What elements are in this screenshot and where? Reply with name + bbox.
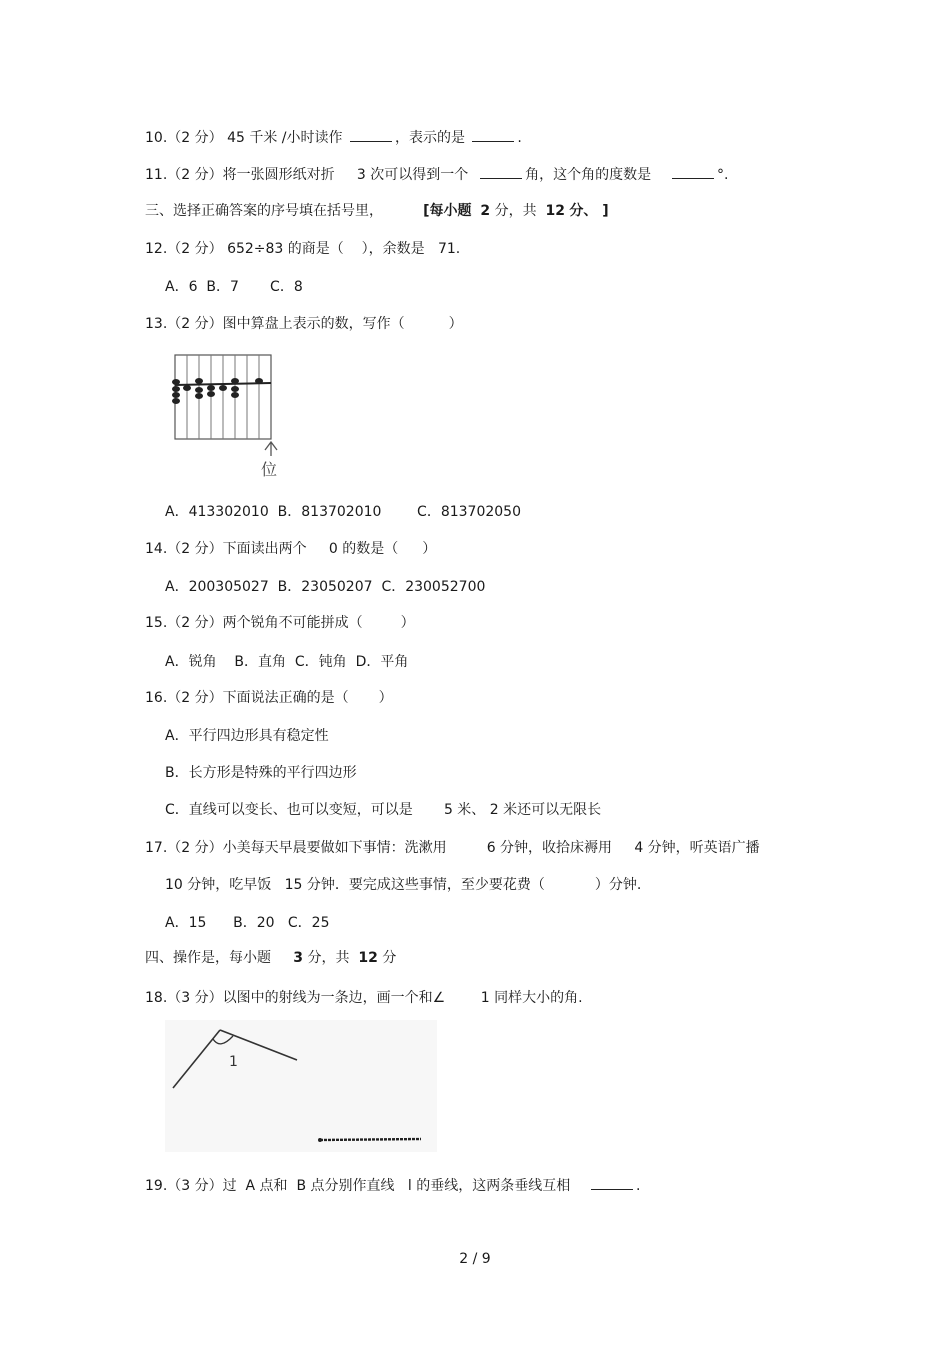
q14-option-b[interactable]: B．23050207 [277,579,373,595]
sec3-n2: 12 [545,203,565,219]
q14-option-a[interactable]: A．200305027 [165,579,269,595]
sec4-b: 分，共 [307,950,350,966]
question-19 [145,1177,641,1195]
q14-text: 14.（2 分）下面读出两个 [145,541,307,557]
q17-l2c: ）分钟. [594,877,642,893]
question-12: 12.（2 分） 652÷83 的商是（ ），余数是 71. [145,241,461,257]
section-3-heading [145,202,609,220]
question-11 [145,166,728,184]
q14-options [165,578,485,596]
sec4-n1: 3 [293,950,304,966]
q17-l2a: 10 分钟，吃早饭 [165,877,272,893]
sec4-a: 四、操作是，每小题 [145,950,271,966]
q19-a: 19.（3 分）过 [145,1178,237,1194]
q13-option-b[interactable]: B．813702010 [277,504,382,520]
question-15 [145,614,415,632]
sec3-mid: 分，共 [494,203,537,219]
q10-text: 10.（2 分） 45 千米 /小时读作 [145,130,343,146]
sec3-bracket: [每小题 [423,203,472,219]
question-16 [145,689,393,707]
q11-blank-1[interactable] [480,166,522,179]
q13-close: ） [448,316,463,332]
question-17-line-2 [165,876,641,894]
q14-option-c[interactable]: C．230052700 [381,579,486,595]
q17-options [165,914,329,932]
q13-options [165,503,521,521]
q16-c-part1: C．直线可以变长、也可以变短，可以是 [165,802,413,818]
q19-end: . [636,1178,641,1194]
sec4-n2: 12 [358,950,378,966]
q17-l2b: 15 分钟．要完成这些事情，至少要花费（ [284,877,545,893]
q11-text: 11.（2 分）将一张圆形纸对折 [145,167,335,183]
q19-blank[interactable] [591,1177,633,1190]
q10-blank-1[interactable] [350,129,392,142]
q16-text: 16.（2 分）下面说法正确的是（ [145,690,349,706]
abacus-figure [168,352,283,480]
question-10 [145,129,522,147]
q15-option-b[interactable]: B．直角 [234,654,286,670]
q15-option-c[interactable]: C．钝角 [294,654,347,670]
q19-d: l 的垂线，这两条垂线互相 [407,1178,571,1194]
sec4-c: 分 [382,950,397,966]
q15-options [165,653,408,671]
q15-close: ） [400,615,415,631]
question-18 [145,989,583,1007]
q11-a: 3 次可以得到一个 [356,167,469,183]
q12-options: A．6 B．7 C．8 [165,279,303,295]
sec3-n1: 2 [480,203,491,219]
angle-figure [165,1020,437,1152]
q16-option-b[interactable]: B．长方形是特殊的平行四边形 [165,765,357,781]
q17-l1b: 6 分钟，收拾床褥用 [486,840,613,856]
page-number: 2 / 9 [459,1251,491,1267]
angle-1-label: 1 [229,1054,238,1070]
q16-option-c[interactable] [165,801,601,819]
question-17 [145,839,760,857]
q13-option-a[interactable]: A．413302010 [165,504,269,520]
q13-option-c[interactable]: C．813702050 [417,504,521,520]
q16-close: ） [378,690,393,706]
q15-text: 15.（2 分）两个锐角不可能拼成（ [145,615,363,631]
q16-option-a[interactable]: A．平行四边形具有稳定性 [165,728,329,744]
sec3-end: 分、 ] [569,203,609,219]
q17-option-a[interactable]: A．15 [165,915,207,931]
sec3-text: 三、选择正确答案的序号填在括号里， [145,203,383,219]
q18-a: 18.（3 分）以图中的射线为一条边，画一个和∠ [145,990,446,1006]
q16-c-part2: 5 米、 2 米还可以无限长 [443,802,602,818]
q19-b: A 点和 [245,1178,288,1194]
q10-blank-2[interactable] [472,129,514,142]
q15-option-a[interactable]: A．锐角 [165,654,217,670]
q19-c: B 点分别作直线 [296,1178,395,1194]
q14-close: ） [422,541,437,557]
q14-b: 0 的数是（ [328,541,399,557]
q10-mid: ，表示的是 [394,130,465,146]
q18-b: 1 同样大小的角. [480,990,583,1006]
section-4-heading [145,949,396,967]
question-14 [145,540,436,558]
q15-option-d[interactable]: D．平角 [355,654,409,670]
q13-text: 13.（2 分）图中算盘上表示的数，写作（ [145,316,405,332]
q10-end: . [517,130,522,146]
q17-option-b[interactable]: B．20 [233,915,275,931]
q17-option-c[interactable]: C．25 [287,915,330,931]
q11-end: °. [716,167,729,183]
abacus-place-label: 位 [261,460,278,479]
q17-l1c: 4 分钟，听英语广播 [634,840,760,856]
q17-l1a: 17.（2 分）小美每天早晨要做如下事情：洗漱用 [145,840,447,856]
question-13 [145,315,463,333]
q11-blank-2[interactable] [672,166,714,179]
q11-b: 角，这个角的度数是 [525,167,652,183]
